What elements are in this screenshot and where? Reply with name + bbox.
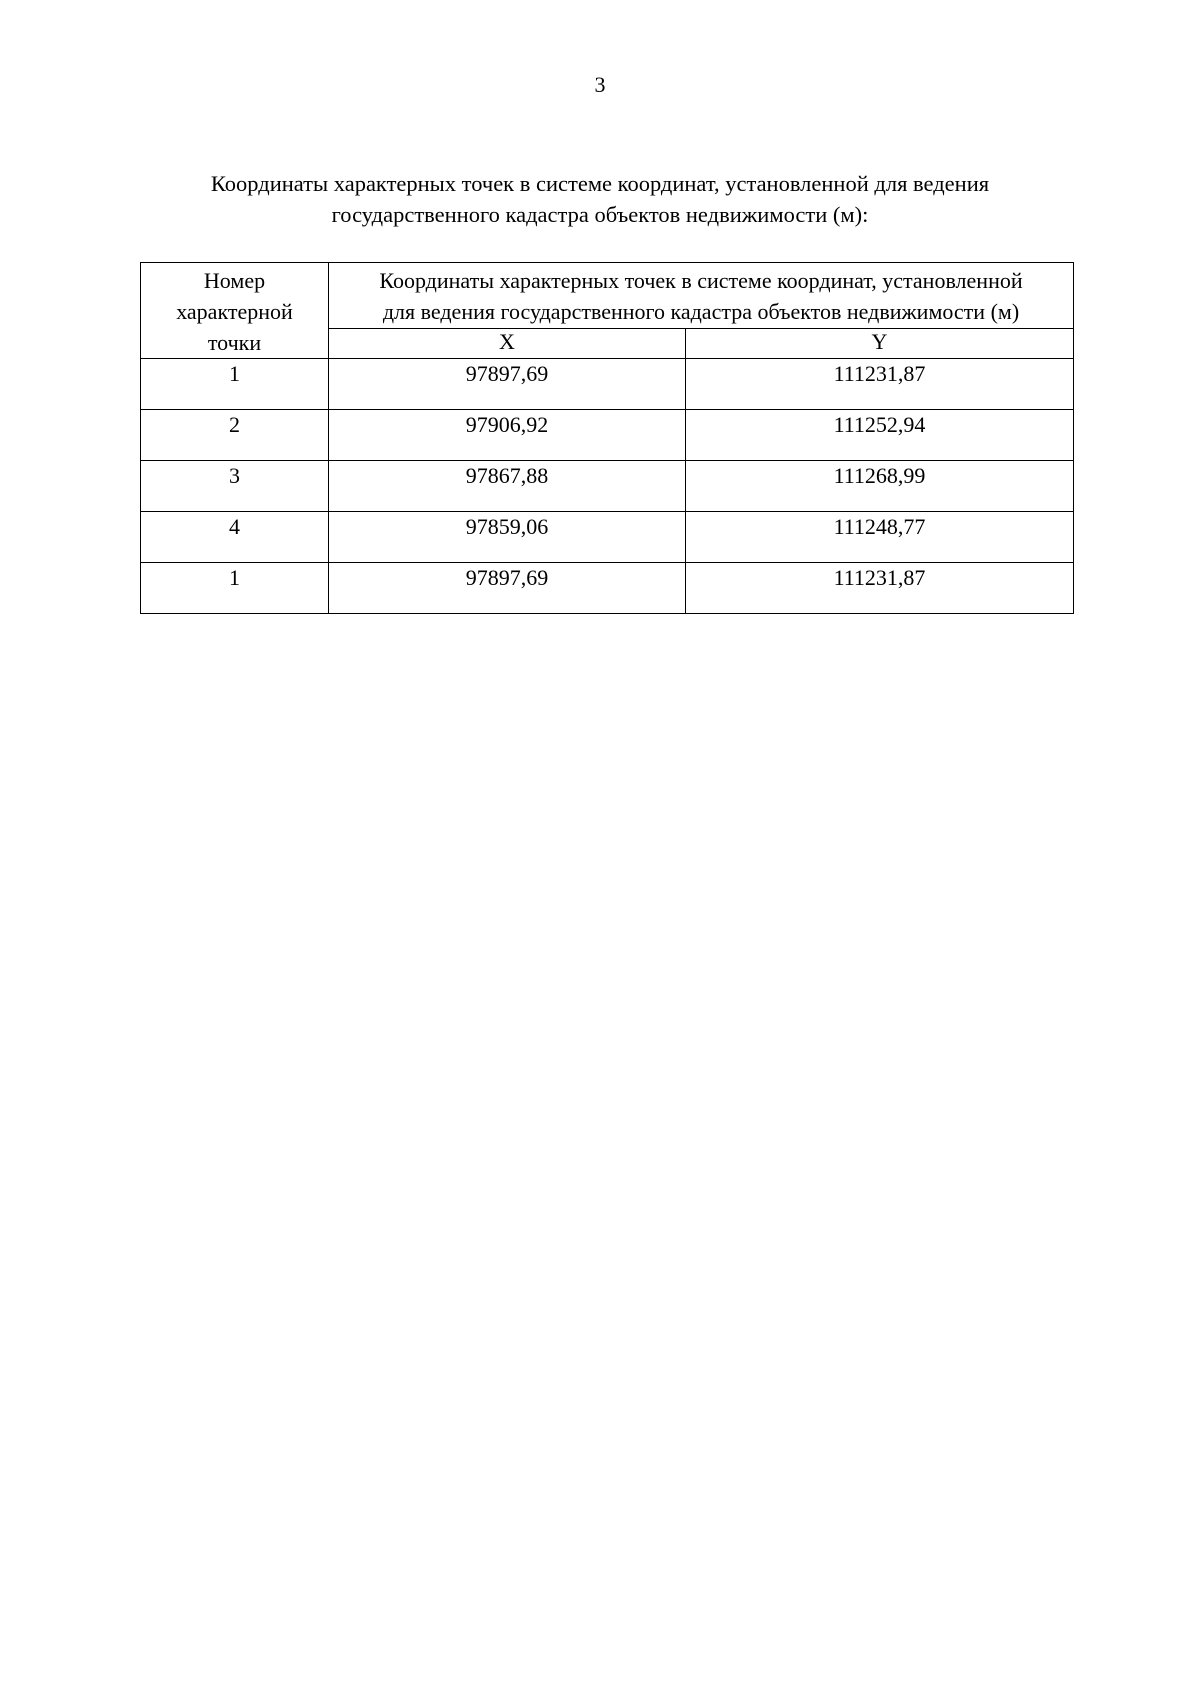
y-coordinate-cell: 111252,94	[686, 410, 1074, 461]
coordinates-group-header-line-1: Координаты характерных точек в системе координат, установленной	[379, 268, 1023, 293]
point-number-cell: 3	[141, 461, 329, 512]
x-axis-header: X	[329, 329, 686, 359]
y-coordinate-cell: 111248,77	[686, 512, 1074, 563]
point-number-cell: 1	[141, 359, 329, 410]
x-coordinate-cell: 97897,69	[329, 563, 686, 614]
table-row	[141, 359, 1074, 410]
table-row	[141, 512, 1074, 563]
table-row	[141, 563, 1074, 614]
page-number: 3	[594, 72, 606, 97]
page-title-line-2: государственного кадастра объектов недвижимости (м):	[331, 202, 869, 227]
point-number-header-line-2: характерной	[176, 299, 293, 324]
y-axis-header: Y	[686, 329, 1074, 359]
point-number-cell: 1	[141, 563, 329, 614]
table-row	[141, 410, 1074, 461]
page-title	[150, 168, 1050, 230]
y-coordinate-cell: 111231,87	[686, 563, 1074, 614]
coordinates-group-header	[329, 263, 1074, 329]
y-coordinate-cell: 111268,99	[686, 461, 1074, 512]
page-title-line-1: Координаты характерных точек в системе координат, установленной для ведения	[210, 171, 990, 196]
y-coordinate-cell: 111231,87	[686, 359, 1074, 410]
x-coordinate-cell: 97867,88	[329, 461, 686, 512]
point-number-header-line-3: точки	[207, 330, 262, 355]
coordinates-table	[140, 262, 1074, 614]
table-row	[141, 461, 1074, 512]
x-coordinate-cell: 97906,92	[329, 410, 686, 461]
x-coordinate-cell: 97859,06	[329, 512, 686, 563]
point-number-cell: 4	[141, 512, 329, 563]
point-number-cell: 2	[141, 410, 329, 461]
x-coordinate-cell: 97897,69	[329, 359, 686, 410]
point-number-header-line-1: Номер	[203, 268, 266, 293]
table-header-row	[141, 263, 1074, 329]
coordinates-group-header-line-2: для ведения государственного кадастра объектов недвижимости (м)	[382, 299, 1020, 324]
point-number-header	[141, 263, 329, 359]
